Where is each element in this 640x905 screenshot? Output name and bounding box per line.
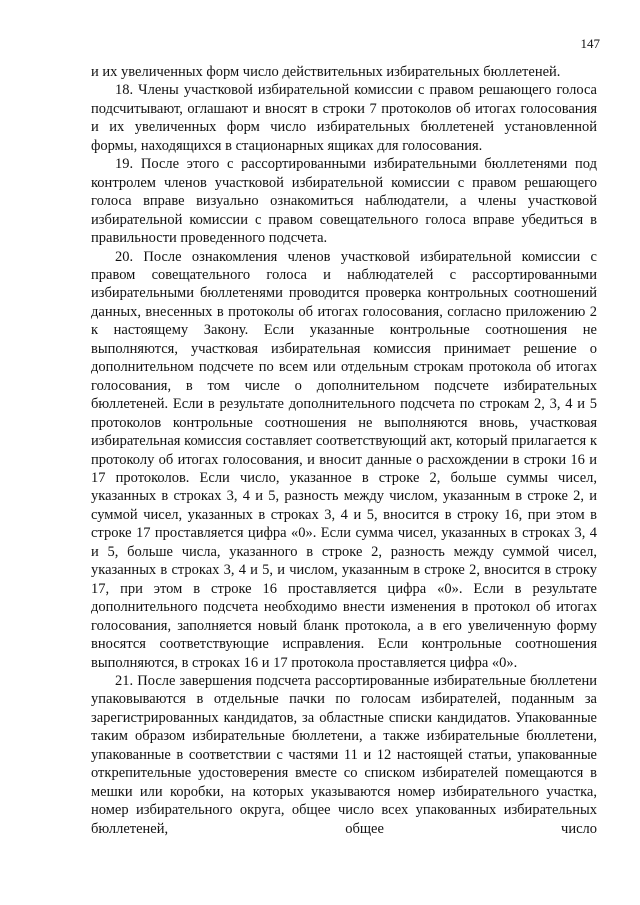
paragraph-21: 21. После завершения подсчета рассортированные избирательные бюллетени упаковываются в отдельные пачки по голосам избирателей, поданным за зарегистрированных кандидатов, за областные списки кандидатов. Упакованные таким образом избирательные бюллетени, а также избирательные бюллетени, упакованные в соответствии с частями 11 и 12 настоящей статьи, упакованные открепительные удостоверения вместе со списком избирателей помещаются в мешки или коробки, на которых указываются номер избирательного участка, номер избирательного округа, общее число всех упакованных избирательных бюллетеней, общее число [91, 672, 597, 837]
paragraph-19: 19. После этого с рассортированными избирательными бюллетенями под контролем членов участковой избирательной комиссии с правом решающего голоса вправе визуально ознакомиться наблюдатели, а члены участковой избирательной комиссии с правом совещательного голоса вправе убедиться в правильности проведенного подсчета. [91, 156, 597, 247]
document-body [91, 63, 597, 838]
paragraph-18: 18. Члены участковой избирательной комиссии с правом решающего голоса подсчитывают, оглашают и вносят в строки 7 протоколов об итогах голосования и их увеличенных форм число избирательных бюллетеней установленной формы, находящихся в стационарных ящиках для голосования. [91, 82, 597, 154]
paragraph-continuation: и их увеличенных форм число действительных избирательных бюллетеней. [91, 64, 561, 80]
paragraph-20: 20. После ознакомления членов участковой избирательной комиссии с правом совещательного голоса и наблюдателей с рассортированными избирательными бюллетенями проводится проверка контрольных соотношений данных, внесенных в протоколы об итогах голосования, согласно приложению 2 к настоящему Закону. Если указанные контрольные соотношения не выполняются, участковая избирательная комиссия принимает решение о дополнительном подсчете по всем или отдельным строкам протокола об итогах голосования, в том числе о дополнительном подсчете избирательных бюллетеней. Если в результате дополнительного подсчета по строкам 2, 3, 4 и 5 протоколов контрольные соотношения не выполняются вновь, участковая избирательная комиссия составляет соответствующий акт, который прилагается к протоколу об итогах голосования, и вносит данные о расхождении в строки 16 и 17 протоколов. Если число, указанное в строке 2, больше суммы чисел, указанных в строках 3, 4 и 5, разность между числом, указанным в строке 2, и суммой чисел, указанных в строках 3, 4 и 5, вносится в строку 16, при этом в строке 17 проставляется цифра «0». Если сумма чисел, указанных в строках 3, 4 и 5, больше числа, указанного в строке 2, разность между суммой чисел, указанных в строках 3, 4 и 5, и числом, указанным в строке 2, вносится в строку 17, при этом в строке 16 проставляется цифра «0». Если в результате дополнительного подсчета необходимо внести изменения в протокол об итогах голосования, заполняется новый бланк протокола, а в его увеличенную форму вносятся соответствующие исправления. Если контрольные соотношения выполняются, в строках 16 и 17 протокола проставляется цифра «0». [91, 248, 597, 671]
page-number: 147 [580, 36, 600, 51]
